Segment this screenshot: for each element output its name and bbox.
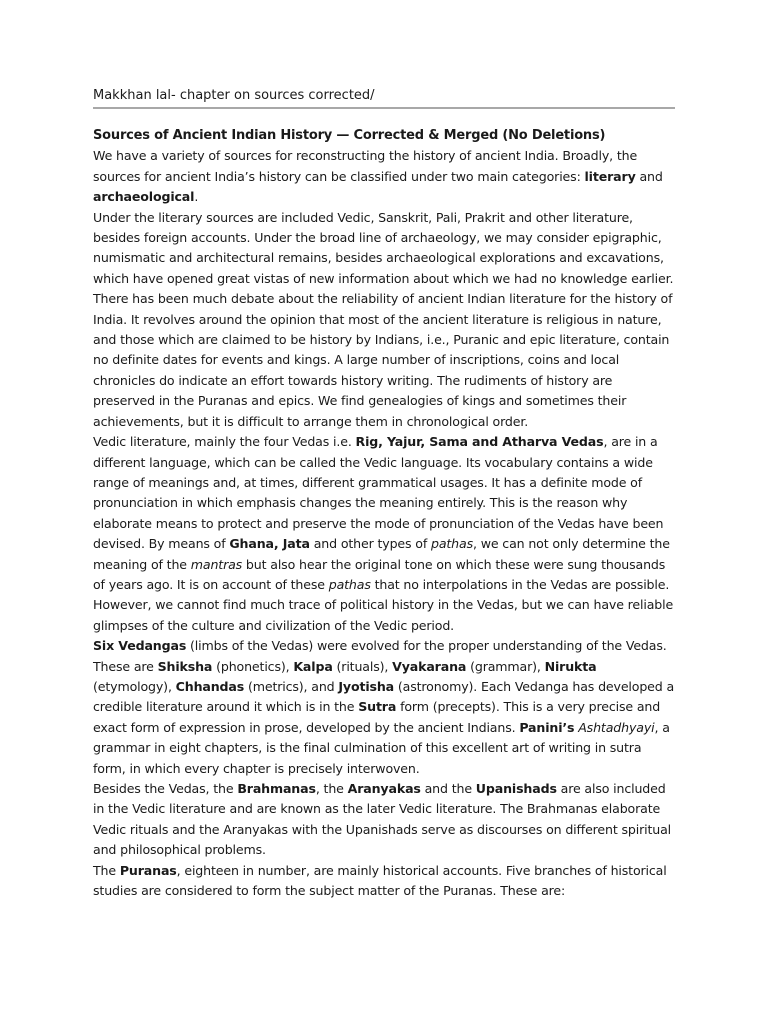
paragraph-puranas <box>93 861 675 902</box>
text-run: (rituals), <box>332 658 393 674</box>
italic-term: pathas <box>328 576 371 592</box>
text-run: We have a variety of sources for reconstructing the history of ancient India. Broadly, the sources for ancient India’s history can be classified under two main categories: <box>93 148 638 184</box>
text-run: (metrics), and <box>244 678 339 694</box>
bold-term: Ghana, Jata <box>229 536 310 552</box>
text-run: , a grammar in eight chapters, is the final culmination of this excellent art of writing in sutra form, in which every chapter is precisely interwoven. <box>93 719 670 776</box>
document-title: Sources of Ancient Indian History — Corrected & Merged (No Deletions) <box>93 128 606 143</box>
text-run: . <box>194 189 199 205</box>
bold-term: Nirukta <box>544 658 597 674</box>
header-divider <box>93 107 675 109</box>
text-run: and the <box>420 781 476 796</box>
bold-term: Vyakarana <box>392 658 467 674</box>
paragraph-reliability-debate: There has been much debate about the reliability of ancient Indian literature for the history of India. It revolves around the opinion that most of the ancient literature is religious in nature, and those which are claimed to be history by Indians, i.e., Puranic and epic literature, contain no definite dates for events and kings. A large number of inscriptions, coins and local chronicles do indicate an effort towards history writing. The rudiments of history are preserved in the Puranas and epics. We find genealogies of kings and sometimes their achievements, but it is difficult to arrange them in chronological order. <box>93 291 673 429</box>
bold-term: Jyotisha <box>338 678 395 694</box>
italic-term: mantras <box>190 556 243 572</box>
bold-term: Panini’s <box>519 719 575 735</box>
text-run: (grammar), <box>466 658 545 674</box>
italic-term: Ashtadhyayi <box>578 719 655 735</box>
bold-term: Six Vedangas <box>93 638 187 654</box>
text-run: but also hear the original tone on which these were sung thousands of years ago. It is on account of these <box>93 556 666 592</box>
text-run: and other types of <box>309 536 431 552</box>
bold-term: Brahmanas <box>237 781 316 796</box>
bold-term: Kalpa <box>293 658 333 674</box>
document-header: Makkhan lal- chapter on sources corrected/ <box>93 88 375 103</box>
bold-term: Shiksha <box>157 658 213 674</box>
text-run: (phonetics), <box>212 658 294 674</box>
bold-term: Rig, Yajur, Sama and Atharva Vedas <box>355 434 604 450</box>
text-run: , are in a different language, which can be called the Vedic language. Its vocabulary contains a wide range of meanings and, at times, different grammatical usages. It has a definite mode of pronunciation in which emphasis changes the meaning entirely. This is the reason why elaborate means to protect and preserve the mode of pronunciation of the Vedas have been devised. By means of <box>93 434 664 552</box>
bold-term: Chhandas <box>175 678 245 694</box>
text-run: Besides the Vedas, the <box>93 781 238 796</box>
bold-term: Sutra <box>358 699 397 715</box>
bold-term: literary <box>584 168 636 184</box>
document-body <box>93 126 675 901</box>
italic-term: pathas <box>430 536 473 552</box>
paragraph-later-vedic <box>93 779 675 861</box>
text-run: The <box>93 862 120 878</box>
bold-term: Aranyakas <box>347 781 421 796</box>
text-run: , the <box>315 781 348 796</box>
paragraph-sources-overview <box>93 146 675 207</box>
text-run: form (precepts). This is a very precise and exact form of expression in prose, developed by the ancient Indians. <box>93 699 661 735</box>
paragraph-vedic-literature <box>93 432 675 636</box>
text-run: , eighteen in number, are mainly historical accounts. Five branches of historical studies are considered to form the subject matter of the Puranas. These are: <box>93 862 667 899</box>
text-run: , we can not only determine the meaning of the <box>93 536 670 572</box>
bold-term: archaeological <box>93 189 195 205</box>
text-run: (astronomy). Each Vedanga has developed a credible literature around it which is in the <box>93 678 675 715</box>
bold-term: Puranas <box>119 862 177 878</box>
paragraph-vedangas <box>93 636 675 779</box>
text-run: that no interpolations in the Vedas are possible. However, we cannot find much trace of political history in the Vedas, but we can have reliable glimpses of the culture and civilization of the Vedic period. <box>93 576 674 633</box>
text-run: are also included in the Vedic literature and are known as the later Vedic literature. The Brahmanas elaborate Vedic rituals and the Aranyakas with the Upanishads serve as discourses on different spiritual and philosophical problems. <box>93 781 672 858</box>
text-run: (limbs of the Vedas) were evolved for the proper understanding of the Vedas. These are <box>93 638 667 674</box>
text-run: and <box>635 168 663 184</box>
paragraph-literary-sources: Under the literary sources are included Vedic, Sanskrit, Pali, Prakrit and other literature, besides foreign accounts. Under the broad line of archaeology, we may consider epigraphic, numismatic and architectural remains, besides archaeological explorations and excavations, which have opened great vistas of new information about which we had no knowledge earlier. <box>93 209 674 286</box>
bold-term: Upanishads <box>475 781 557 796</box>
text-run: Vedic literature, mainly the four Vedas i.e. <box>93 434 356 450</box>
text-run: (etymology), <box>93 678 176 694</box>
